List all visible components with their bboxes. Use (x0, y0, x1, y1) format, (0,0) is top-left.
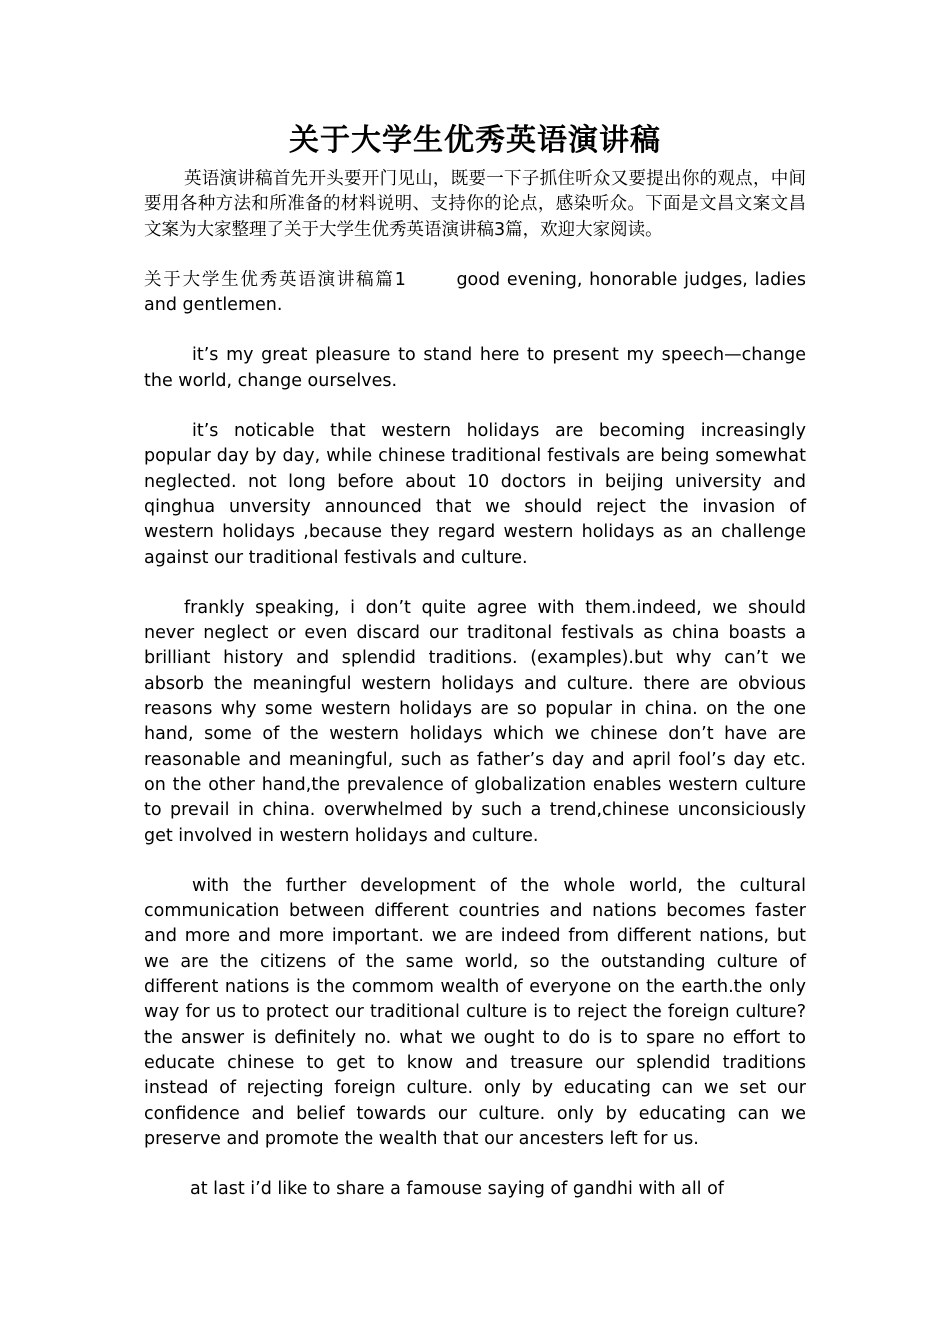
body-paragraph: it’s my great pleasure to stand here to present my speech—change the world, change ourselves. (144, 345, 806, 391)
body-paragraph: at last i’d like to share a famouse saying of gandhi with all of (190, 1179, 724, 1200)
intro-paragraph: 英语演讲稿首先开头要开门见山，既要一下子抓住听众又要提出你的观点，中间要用各种方法和所准备的材料说明、支持你的论点，感染听众。下面是文昌文案文昌文案为大家整理了关于大学生优秀英语演讲稿3篇，欢迎大家阅读。 (144, 169, 806, 240)
body-paragraph: with the further development of the whole world, the cultural communication between different countries and nations becomes faster and more and more important. we are indeed from different nations, but we are the citizens of the same world, so the outstanding culture of different nations is the commom wealth of everyone on the earth.the only way for us to protect our traditional culture is to reject the foreign culture? the answer is definitely no. what we ought to do is to spare no effort to educate chinese to get to know and treasure our splendid traditions instead of rejecting foreign culture. only by educating can we set our confidence and belief towards our culture. only by educating can we preserve and promote the wealth that our ancesters left for us. (144, 875, 806, 1149)
section-heading-line (144, 268, 806, 319)
section-heading: 关于大学生优秀英语演讲稿篇1 (144, 269, 407, 290)
opening-line: good evening, honorable judges, ladies and gentlemen. (144, 269, 806, 316)
body-paragraph: it’s noticable that western holidays are becoming increasingly popular day by day, while chinese traditional festivals are being somewhat neglected. not long before about 10 doctors in beijing university and qinghua unversity announced that we should reject the invasion of western holidays ,because they regard western holidays as an challenge against our traditional festivals and culture. (144, 421, 806, 568)
document-body (144, 118, 806, 1202)
body-paragraph: frankly speaking, i don’t quite agree with them.indeed, we should never neglect or even discard our traditonal festivals as china boasts a brilliant history and splendid traditions. (examples).but why can’t we absorb the meaningful western holidays and culture. there are obvious reasons why some western holidays are so popular in china. on the one hand, some of the western holidays which we chinese don’t have are reasonable and meaningful, such as father’s day and april fool’s day etc. on the other hand,the prevalence of globalization enables western culture to prevail in china. overwhelmed by such a trend,chinese unconsiciously get involved in western holidays and culture. (144, 597, 806, 846)
document-title: 关于大学生优秀英语演讲稿 (289, 123, 661, 158)
